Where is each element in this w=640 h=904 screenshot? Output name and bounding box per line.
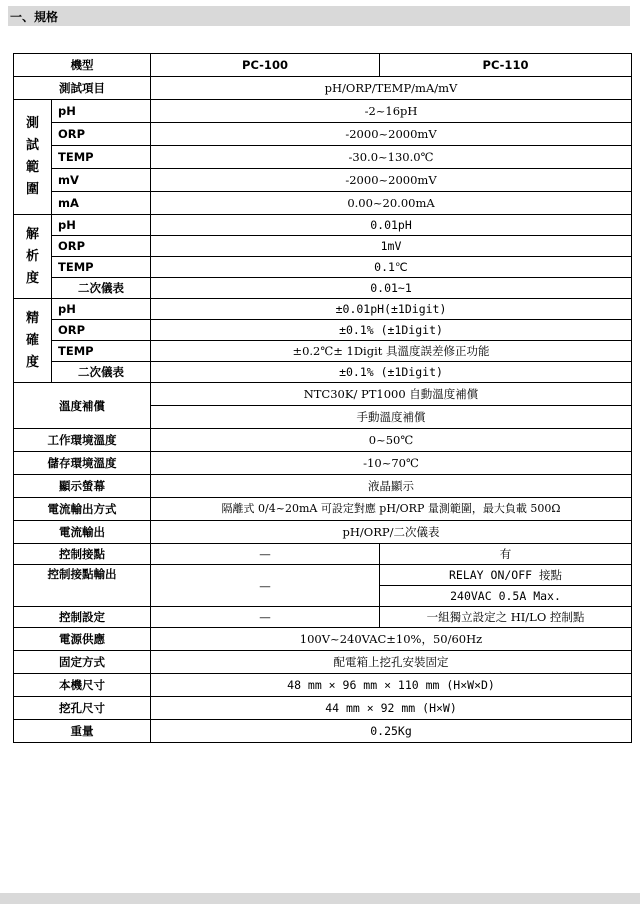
table-row [14,362,632,383]
table-row [14,628,632,651]
sub-label: 二次儀表 [52,362,151,383]
row-value: 0.01~1 [151,278,632,299]
row-value: NTC30K/ PT1000 自動溫度補償 [151,383,632,406]
sub-label: 二次儀表 [52,278,151,299]
row-label: 工作環境溫度 [14,429,151,452]
row-value: -2000~2000mV [151,123,632,146]
row-label: 重量 [14,720,151,743]
category-range [14,100,52,215]
row-value-b: 有 [380,544,632,565]
table-row [14,77,632,100]
table-row [14,475,632,498]
sub-label: mV [52,169,151,192]
table-row [14,278,632,299]
row-value-a: — [151,607,380,628]
table-header-row [14,54,632,77]
row-value-a: — [151,544,380,565]
spec-table [13,53,632,743]
table-row [14,123,632,146]
sub-label: TEMP [52,341,151,362]
category-accuracy [14,299,52,383]
row-value: -2000~2000mV [151,169,632,192]
sub-label: TEMP [52,146,151,169]
table-row [14,215,632,236]
table-row [14,565,632,586]
table-row [14,498,632,521]
table-row [14,299,632,320]
sub-label: TEMP [52,257,151,278]
table-row [14,257,632,278]
sub-label: ORP [52,320,151,341]
sub-label: pH [52,100,151,123]
row-label: 溫度補償 [14,383,151,429]
row-label: 電流輸出 [14,521,151,544]
table-row [14,169,632,192]
row-value: ±0.2℃± 1Digit 具溫度誤差修正功能 [151,341,632,362]
model-b: PC-110 [380,54,632,77]
row-label: 電源供應 [14,628,151,651]
row-label: 電流輸出方式 [14,498,151,521]
row-label: 控制接點輸出 [14,565,151,607]
section-title: 一、規格 [10,10,59,24]
row-value: 液晶顯示 [151,475,632,498]
table-row [14,697,632,720]
table-row [14,720,632,743]
sub-label: pH [52,215,151,236]
header-label: 機型 [14,54,151,77]
row-label: 固定方式 [14,651,151,674]
row-value: 0.01pH [151,215,632,236]
row-value: 0.00~20.00mA [151,192,632,215]
row-label: 顯示螢幕 [14,475,151,498]
table-row [14,100,632,123]
table-row [14,651,632,674]
table-row [14,192,632,215]
row-value-b: 240VAC 0.5A Max. [380,586,632,607]
row-value: 配電箱上挖孔安裝固定 [151,651,632,674]
table-row [14,452,632,475]
row-label: 測試項目 [14,77,151,100]
table-row [14,383,632,406]
row-value: -2~16pH [151,100,632,123]
table-row [14,236,632,257]
row-label: 控制接點 [14,544,151,565]
category-label: 精確度 [25,310,39,370]
category-label: 測試範圍 [25,116,39,197]
table-row [14,521,632,544]
row-value: 100V~240VAC±10%，50/60Hz [151,628,632,651]
row-value-b: 一組獨立設定之 HI/LO 控制點 [380,607,632,628]
table-row [14,341,632,362]
table-row [14,544,632,565]
sub-label: ORP [52,123,151,146]
row-value: -30.0~130.0℃ [151,146,632,169]
row-value-b: RELAY ON/OFF 接點 [380,565,632,586]
row-value-a: — [151,565,380,607]
row-value: 1mV [151,236,632,257]
row-value: 手動溫度補償 [151,406,632,429]
row-value: 0.25Kg [151,720,632,743]
row-value: 0~50℃ [151,429,632,452]
table-row [14,320,632,341]
table-row [14,146,632,169]
sub-label: pH [52,299,151,320]
model-a: PC-100 [151,54,380,77]
row-value: -10~70℃ [151,452,632,475]
row-value: 隔離式 0/4~20mA 可設定對應 pH/ORP 量測範圍，最大負載 500Ω [151,498,632,521]
row-value: ±0.1% (±1Digit) [151,362,632,383]
sub-label: ORP [52,236,151,257]
category-resolution [14,215,52,299]
row-value: ±0.01pH(±1Digit) [151,299,632,320]
table-row [14,607,632,628]
row-value: 48 mm × 96 mm × 110 mm (H×W×D) [151,674,632,697]
row-value: ±0.1% (±1Digit) [151,320,632,341]
sub-label: mA [52,192,151,215]
row-label: 本機尺寸 [14,674,151,697]
row-value: pH/ORP/TEMP/mA/mV [151,77,632,100]
row-value: 44 mm × 92 mm (H×W) [151,697,632,720]
row-label: 儲存環境溫度 [14,452,151,475]
table-row [14,674,632,697]
row-value: 0.1℃ [151,257,632,278]
category-label: 解析度 [25,226,39,286]
footer-bar [0,893,640,904]
row-label: 控制設定 [14,607,151,628]
table-row [14,429,632,452]
row-label: 挖孔尺寸 [14,697,151,720]
section-header-bar [8,6,630,26]
row-value: pH/ORP/二次儀表 [151,521,632,544]
